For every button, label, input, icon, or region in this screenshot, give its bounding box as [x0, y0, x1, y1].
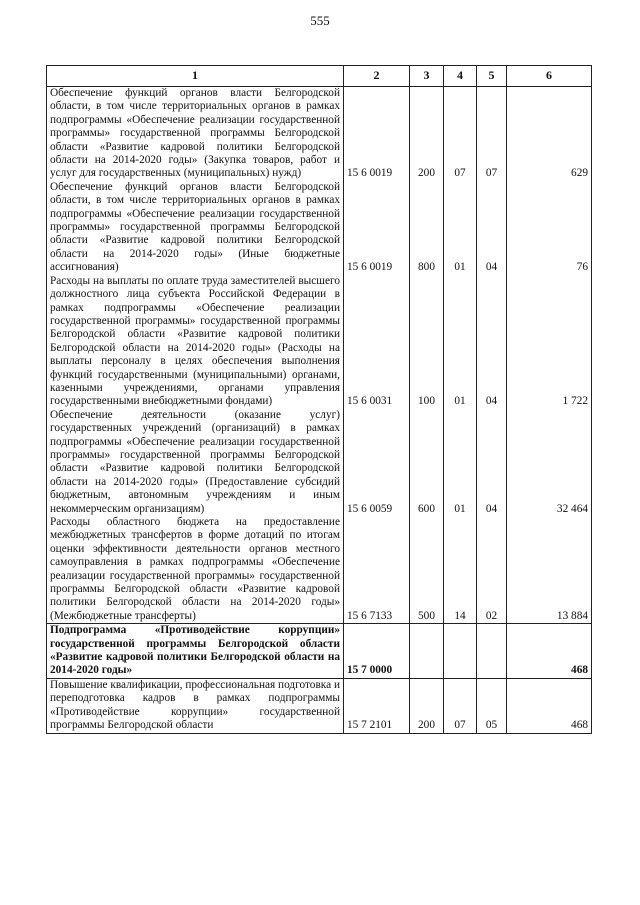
row-pr: 04 [477, 181, 507, 275]
row-pr: 04 [477, 409, 507, 516]
row-vr: 800 [410, 181, 444, 275]
row-vr: 100 [410, 275, 444, 409]
row-pr: 05 [477, 678, 507, 733]
table-row [47, 516, 592, 624]
subprogram-pr [477, 624, 507, 679]
row-amount: 468 [507, 678, 592, 733]
row-rz: 01 [444, 275, 477, 409]
row-code: 15 6 0019 [344, 181, 410, 275]
table-row [47, 87, 592, 181]
subprogram-code: 15 7 0000 [344, 624, 410, 679]
row-amount: 76 [507, 181, 592, 275]
row-pr: 02 [477, 516, 507, 624]
row-rz: 01 [444, 181, 477, 275]
row-code: 15 6 0059 [344, 409, 410, 516]
row-description: Обеспечение функций органов власти Белгородской области, в том числе территориальных органов в рамках подпрограммы «Обеспечение реализации государственной программы» государственной программы Белгородской области «Развитие кадровой политики Белгородской области на 2014-2020 годы» (Закупка товаров, работ и услуг для государственных (муниципальных) нужд) [47, 87, 344, 181]
table-row [47, 678, 592, 733]
header-col-2: 2 [344, 66, 410, 87]
header-col-6: 6 [507, 66, 592, 87]
row-pr: 04 [477, 275, 507, 409]
subprogram-amount: 468 [507, 624, 592, 679]
row-amount: 1 722 [507, 275, 592, 409]
header-col-1: 1 [47, 66, 344, 87]
row-rz: 07 [444, 678, 477, 733]
row-vr: 600 [410, 409, 444, 516]
row-amount: 13 884 [507, 516, 592, 624]
subprogram-rz [444, 624, 477, 679]
table-row [47, 181, 592, 275]
row-code: 15 6 0031 [344, 275, 410, 409]
row-code: 15 7 2101 [344, 678, 410, 733]
header-col-4: 4 [444, 66, 477, 87]
row-rz: 01 [444, 409, 477, 516]
row-description: Обеспечение функций органов власти Белгородской области, в том числе территориальных органов в рамках подпрограммы «Обеспечение реализации государственной программы» государственной программы Белгородской области «Развитие кадровой политики Белгородской области на 2014-2020 годы» (Иные бюджетные ассигнования) [47, 181, 344, 275]
subprogram-vr [410, 624, 444, 679]
row-amount: 32 464 [507, 409, 592, 516]
row-code: 15 6 0019 [344, 87, 410, 181]
row-code: 15 6 7133 [344, 516, 410, 624]
header-col-3: 3 [410, 66, 444, 87]
row-amount: 629 [507, 87, 592, 181]
page-number: 555 [310, 13, 330, 28]
row-description: Расходы на выплаты по оплате труда заместителей высшего должностного лица субъекта Российской Федерации в рамках подпрограммы «Обеспечение реализации государственной программы» государственной программы Белгородской области «Развитие кадровой политики Белгородской области на 2014-2020 годы» (Расходы на выплаты персоналу в целях обеспечения выполнения функций государственными (муниципальными) органами, казенными учреждениями, органами управления государственными внебюджетными фондами) [47, 275, 344, 409]
row-description: Обеспечение деятельности (оказание услуг) государственных учреждений (организаций) в рамках подпрограммы «Обеспечение реализации государственной программы» государственной программы Белгородской области «Развитие кадровой политики Белгородской области на 2014-2020 годы» (Предоставление субсидий бюджетным, автономным учреждениям и иным некоммерческим организациям) [47, 409, 344, 516]
table-row [47, 275, 592, 409]
row-description: Расходы областного бюджета на предоставление межбюджетных трансфертов в форме дотаций по итогам оценки эффективности деятельности органов местного самоуправления в рамках подпрограммы «Обеспечение реализации государственной программы» государственной программы Белгородской области «Развитие кадровой политики Белгородской области на 2014-2020 годы» (Межбюджетные трансферты) [47, 516, 344, 624]
budget-table [46, 65, 592, 734]
row-vr: 500 [410, 516, 444, 624]
table-header-row [47, 66, 592, 87]
row-vr: 200 [410, 678, 444, 733]
row-pr: 07 [477, 87, 507, 181]
row-description: Повышение квалификации, профессиональная подготовка и переподготовка кадров в рамках подпрограммы «Противодействие коррупции» государственной программы Белгородской области [47, 678, 344, 733]
subprogram-description: Подпрограмма «Противодействие коррупции» государственной программы Белгородской области «Развитие кадровой политики Белгородской области на 2014-2020 годы» [47, 624, 344, 679]
header-col-5: 5 [477, 66, 507, 87]
row-vr: 200 [410, 87, 444, 181]
table-row [47, 409, 592, 516]
subprogram-row [47, 624, 592, 679]
row-rz: 14 [444, 516, 477, 624]
row-rz: 07 [444, 87, 477, 181]
